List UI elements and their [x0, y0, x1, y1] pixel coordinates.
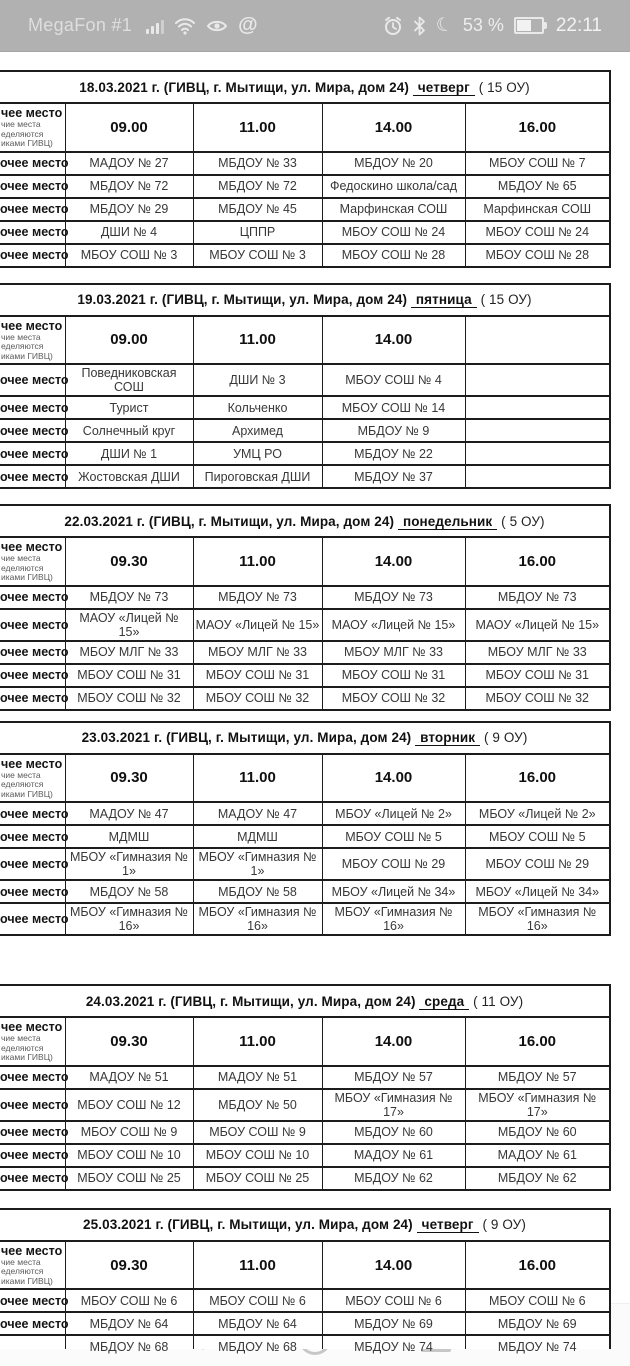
table-row — [0, 396, 610, 419]
row-label-cell: очее место — [0, 1144, 65, 1167]
school-cell-text: МБДОУ № 74 — [497, 1340, 577, 1355]
table-row — [0, 802, 610, 825]
school-cell: МБДОУ № 60 — [322, 1121, 465, 1144]
row-label-cell: очее место — [0, 198, 65, 221]
table-title — [0, 505, 610, 537]
school-cell — [193, 1335, 322, 1355]
school-cell: МБОУ СОШ № 28 — [322, 244, 465, 267]
school-cell: МАОУ «Лицей № 15» — [465, 609, 610, 641]
school-cell: МБДОУ № 69 — [465, 1312, 610, 1335]
time-header-cell: 14.00 — [322, 103, 465, 152]
time-header-cell: 16.00 — [465, 1241, 610, 1290]
title-place: (ГИВЦ, г. Мытищи, ул. Мира, дом 24) — [161, 292, 408, 308]
school-cell: МБОУ «Лицей № 2» — [322, 802, 465, 825]
corner-note-line: еделяются — [1, 562, 44, 573]
signal-strength-icon — [146, 18, 164, 34]
school-cell: МДМШ — [65, 825, 193, 848]
school-cell: МБДОУ № 64 — [193, 1312, 322, 1335]
school-cell: МБОУ СОШ № 25 — [65, 1167, 193, 1190]
time-header-cell: 11.00 — [193, 1241, 322, 1290]
row-label-cell: очее место — [0, 221, 65, 244]
school-cell: МБОУ «Гимназия № 16» — [193, 903, 322, 935]
corner-note-line: иками ГИВЦ) — [1, 350, 53, 361]
school-cell: МБДОУ № 58 — [193, 880, 322, 903]
school-cell: МБОУ СОШ № 9 — [193, 1121, 322, 1144]
school-cell: МБОУ СОШ № 31 — [322, 664, 465, 687]
row-label-cell: очее место — [0, 1167, 65, 1190]
school-cell: МБОУ «Гимназия № 17» — [322, 1089, 465, 1121]
table-row — [0, 687, 610, 710]
row-label-cell: очее место — [0, 664, 65, 687]
school-cell: МБОУ СОШ № 6 — [65, 1289, 193, 1312]
school-cell: МБДОУ № 73 — [465, 586, 610, 609]
school-cell — [465, 465, 610, 488]
row-label-cell: очее место — [0, 825, 65, 848]
row-label-cell: очее место — [0, 364, 65, 396]
school-cell: ДШИ № 3 — [193, 364, 322, 396]
title-place: (ГИВЦ, г. Мытищи, ул. Мира, дом 24) — [163, 79, 409, 95]
time-header-cell: 16.00 — [465, 1017, 610, 1066]
school-cell: МБДОУ № 57 — [322, 1066, 465, 1089]
school-cell: МАДОУ № 61 — [465, 1144, 610, 1167]
table-title — [0, 1209, 610, 1241]
table-row — [0, 903, 610, 935]
time-header-cell — [465, 316, 610, 365]
battery-percent-label: 53 % — [462, 15, 504, 35]
school-cell: МБДОУ № 50 — [193, 1089, 322, 1121]
time-header-cell: 11.00 — [193, 103, 322, 152]
schedule-table — [0, 1208, 611, 1355]
row-label-cell: очее место — [0, 1289, 65, 1312]
row-label-cell: очее место — [0, 848, 65, 880]
row-label-cell: очее место — [0, 465, 65, 488]
title-day: понедельник — [398, 514, 497, 530]
corner-note-line: еделяются — [1, 128, 44, 139]
school-cell: МБОУ «Гимназия № 16» — [322, 903, 465, 935]
title-day: вторник — [415, 730, 480, 746]
row-label-cell: очее место — [0, 152, 65, 175]
school-cell: МБДОУ № 73 — [65, 586, 193, 609]
school-cell-text: МБДОУ № 68 — [89, 1340, 169, 1355]
row-label-cell — [0, 1335, 65, 1349]
schedule-table — [0, 70, 611, 268]
corner-note-line: чие места — [1, 331, 41, 342]
corner-header-cell — [0, 316, 65, 365]
school-cell-text: МБДОУ № 74 — [354, 1340, 433, 1355]
time-header-cell: 11.00 — [193, 316, 322, 365]
table-row — [0, 586, 610, 609]
corner-note-line: иками ГИВЦ) — [1, 788, 53, 799]
title-day: четверг — [417, 1217, 479, 1233]
school-cell: МБОУ СОШ № 29 — [465, 848, 610, 880]
corner-note-line: чие места — [1, 553, 41, 564]
school-cell: МБДОУ № 22 — [322, 442, 465, 465]
row-label-cell: очее место — [0, 802, 65, 825]
time-header-cell: 09.00 — [65, 316, 193, 365]
corner-title-fragment: чее место — [1, 540, 63, 555]
school-cell: МБДОУ № 72 — [193, 175, 322, 198]
school-cell: МАОУ «Лицей № 15» — [65, 609, 193, 641]
row-label-cell: очее место — [0, 1089, 65, 1121]
time-header-cell: 09.00 — [65, 103, 193, 152]
school-cell: Марфинская СОШ — [465, 198, 610, 221]
school-cell: МБОУ «Лицей № 34» — [465, 880, 610, 903]
school-cell: МБДОУ № 69 — [322, 1312, 465, 1335]
school-cell: МБДОУ № 45 — [193, 198, 322, 221]
carrier-label: MegaFon #1 — [28, 15, 133, 35]
row-label-cell: очее место — [0, 586, 65, 609]
time-header-cell: 09.30 — [65, 1017, 193, 1066]
school-cell: МАОУ «Лицей № 15» — [193, 609, 322, 641]
title-date: 19.03.2021 г. — [77, 292, 158, 308]
school-cell — [465, 364, 610, 396]
school-cell: МБОУ «Гимназия № 1» — [65, 848, 193, 880]
table-row — [0, 1089, 610, 1121]
corner-header-cell — [0, 103, 65, 152]
row-label-cell: очее место — [0, 419, 65, 442]
school-cell: МБОУ МЛГ № 33 — [193, 641, 322, 664]
time-header-cell: 11.00 — [193, 537, 322, 586]
schedule-table — [0, 504, 611, 711]
school-cell: МБОУ СОШ № 32 — [465, 687, 610, 710]
title-day: четверг — [413, 80, 475, 96]
school-cell: Жостовская ДШИ — [65, 465, 193, 488]
wifi-icon — [174, 17, 196, 35]
corner-note-line: чие места — [1, 1033, 41, 1044]
school-cell: МБОУ СОШ № 10 — [193, 1144, 322, 1167]
school-cell: МБОУ СОШ № 24 — [322, 221, 465, 244]
title-date: 24.03.2021 г. — [85, 993, 167, 1009]
school-cell: Марфинская СОШ — [322, 198, 465, 221]
title-place: (ГИВЦ, г. Мытищи, ул. Мира, дом 24) — [148, 513, 395, 529]
school-cell: МБОУ СОШ № 7 — [465, 152, 610, 175]
data-saver-icon: @ — [238, 14, 258, 36]
corner-header-cell — [0, 1017, 65, 1066]
clock-label: 22:11 — [555, 14, 602, 36]
corner-title-fragment: чее место — [1, 1020, 63, 1035]
title-count: ( 9 ОУ) — [482, 1217, 526, 1233]
time-header-cell: 16.00 — [465, 754, 610, 803]
time-header-cell: 09.30 — [65, 754, 193, 803]
school-cell: МБДОУ № 58 — [65, 880, 193, 903]
school-cell: Поведниковская СОШ — [65, 364, 193, 396]
corner-note-line: иками ГИВЦ) — [1, 1275, 53, 1286]
school-cell: МБДОУ № 20 — [322, 152, 465, 175]
school-cell: МАДОУ № 51 — [193, 1066, 322, 1089]
school-cell: МБДОУ № 73 — [193, 586, 322, 609]
table-title — [0, 722, 610, 754]
alarm-icon — [383, 16, 403, 36]
table-row — [0, 1289, 610, 1312]
document-page[interactable] — [0, 52, 630, 1355]
table-row — [0, 609, 610, 641]
school-cell: МБОУ СОШ № 6 — [465, 1289, 610, 1312]
school-cell: МБОУ СОШ № 6 — [322, 1289, 465, 1312]
school-cell-text: МБДОУ № 68 — [218, 1340, 297, 1355]
time-header-cell: 09.30 — [65, 1241, 193, 1290]
battery-icon — [514, 17, 544, 34]
school-cell: МАДОУ № 47 — [193, 802, 322, 825]
corner-note-line: чие места — [1, 119, 41, 129]
school-cell: Архимед — [193, 419, 322, 442]
school-cell: МБДОУ № 72 — [65, 175, 193, 198]
school-cell: МБОУ «Гимназия № 16» — [465, 903, 610, 935]
school-cell: МБДОУ № 9 — [322, 419, 465, 442]
time-header-cell: 14.00 — [322, 1017, 465, 1066]
time-header-cell: 16.00 — [465, 103, 610, 152]
school-cell: МАДОУ № 61 — [322, 1144, 465, 1167]
table-row — [0, 1335, 610, 1349]
row-label-cell: очее место — [0, 175, 65, 198]
school-cell: МБОУ СОШ № 29 — [322, 848, 465, 880]
school-cell: МБДОУ № 29 — [65, 198, 193, 221]
school-cell: МБОУ СОШ № 32 — [65, 687, 193, 710]
table-row — [0, 364, 610, 396]
corner-note-line: иками ГИВЦ) — [1, 572, 53, 583]
school-cell: МБОУ СОШ № 4 — [322, 364, 465, 396]
school-cell: МБОУ СОШ № 3 — [65, 244, 193, 267]
time-header-cell: 14.00 — [322, 316, 465, 365]
school-cell: МБДОУ № 33 — [193, 152, 322, 175]
school-cell: МБОУ СОШ № 12 — [65, 1089, 193, 1121]
schedule-table — [0, 283, 611, 490]
time-header-cell: 11.00 — [193, 754, 322, 803]
row-label-cell: очее место — [0, 244, 65, 267]
school-cell: МБДОУ № 64 — [65, 1312, 193, 1335]
corner-note-line: еделяются — [1, 1042, 44, 1053]
table-row — [0, 641, 610, 664]
school-cell: МБДОУ № 65 — [465, 175, 610, 198]
time-header-cell: 16.00 — [465, 537, 610, 586]
time-header-cell: 14.00 — [322, 754, 465, 803]
school-cell: МБДОУ № 57 — [465, 1066, 610, 1089]
table-row — [0, 848, 610, 880]
time-header-cell: 09.30 — [65, 537, 193, 586]
schedule-table — [0, 984, 611, 1191]
row-label-cell: очее место — [0, 1312, 65, 1335]
title-count: ( 5 ОУ) — [501, 513, 545, 529]
school-cell: МБОУ «Гимназия № 1» — [193, 848, 322, 880]
school-cell: МБОУ СОШ № 28 — [465, 244, 610, 267]
row-label-cell: очее место — [0, 442, 65, 465]
school-cell: МБОУ МЛГ № 33 — [65, 641, 193, 664]
table-row — [0, 221, 610, 244]
table-title — [0, 985, 610, 1017]
schedule-table — [0, 721, 611, 937]
title-place: (ГИВЦ, г. Мытищи, ул. Мира, дом 24) — [167, 1217, 413, 1233]
school-cell — [65, 1335, 193, 1355]
school-cell: МБОУ СОШ № 24 — [465, 221, 610, 244]
corner-note-line: чие места — [1, 1256, 41, 1267]
school-cell: Кольченко — [193, 396, 322, 419]
school-cell: МБОУ «Лицей № 34» — [322, 880, 465, 903]
school-cell: МБДОУ № 37 — [322, 465, 465, 488]
table-row — [0, 1121, 610, 1144]
row-label-cell: очее место — [0, 903, 65, 935]
corner-header-cell — [0, 754, 65, 803]
school-cell: МБОУ «Гимназия № 17» — [465, 1089, 610, 1121]
title-count: ( 15 ОУ) — [478, 79, 530, 95]
school-cell: ДШИ № 4 — [65, 221, 193, 244]
title-place: (ГИВЦ, г. Мытищи, ул. Мира, дом 24) — [166, 730, 412, 746]
night-mode-icon: ☾ — [433, 13, 456, 38]
school-cell: МАОУ «Лицей № 15» — [322, 609, 465, 641]
title-count: ( 9 ОУ) — [483, 730, 528, 746]
corner-title-fragment: чее место — [1, 1243, 63, 1258]
status-bar — [0, 0, 630, 52]
school-cell: МБДОУ № 73 — [322, 586, 465, 609]
corner-note-line: иками ГИВЦ) — [1, 138, 53, 149]
school-cell: МБОУ МЛГ № 33 — [465, 641, 610, 664]
corner-title-fragment: чее место — [1, 318, 63, 333]
school-cell: Солнечный круг — [65, 419, 193, 442]
table-title — [0, 284, 610, 316]
school-cell: Пироговская ДШИ — [193, 465, 322, 488]
school-cell: МБОУ СОШ № 32 — [322, 687, 465, 710]
time-header-cell: 11.00 — [193, 1017, 322, 1066]
school-cell: МАДОУ № 27 — [65, 152, 193, 175]
corner-note-line: чие места — [1, 769, 41, 780]
table-row — [0, 664, 610, 687]
row-label-cell: очее место — [0, 687, 65, 710]
school-cell: МБОУ СОШ № 3 — [193, 244, 322, 267]
corner-title-fragment: чее место — [1, 106, 63, 120]
row-label-cell: очее место — [0, 1121, 65, 1144]
title-day: среда — [419, 994, 469, 1010]
eye-comfort-icon — [206, 17, 228, 35]
school-cell — [322, 1335, 465, 1355]
corner-note-line: иками ГИВЦ) — [1, 1052, 53, 1063]
table-row — [0, 198, 610, 221]
title-day: пятница — [411, 292, 477, 308]
table-row — [0, 1066, 610, 1089]
school-cell: МБДОУ № 62 — [465, 1167, 610, 1190]
school-cell: МБОУ СОШ № 31 — [65, 664, 193, 687]
school-cell: МБОУ «Гимназия № 16» — [65, 903, 193, 935]
table-title — [0, 71, 610, 103]
school-cell: ЦППР — [193, 221, 322, 244]
school-cell: МБОУ СОШ № 6 — [193, 1289, 322, 1312]
corner-note-line: еделяются — [1, 341, 44, 352]
row-label-cell: очее место — [0, 1066, 65, 1089]
table-row — [0, 244, 610, 267]
school-cell: МБОУ СОШ № 10 — [65, 1144, 193, 1167]
school-cell: МБОУ «Лицей № 2» — [465, 802, 610, 825]
school-cell — [465, 442, 610, 465]
school-cell: МБОУ СОШ № 31 — [465, 664, 610, 687]
title-place: (ГИВЦ, г. Мытищи, ул. Мира, дом 24) — [170, 993, 416, 1009]
corner-title-fragment: чее место — [1, 756, 63, 771]
school-cell — [465, 396, 610, 419]
school-cell: МБОУ МЛГ № 33 — [322, 641, 465, 664]
school-cell: МБОУ СОШ № 5 — [322, 825, 465, 848]
corner-header-cell — [0, 1241, 65, 1290]
row-label-cell: очее место — [0, 880, 65, 903]
corner-header-cell — [0, 537, 65, 586]
school-cell: МАДОУ № 51 — [65, 1066, 193, 1089]
school-cell: Турист — [65, 396, 193, 419]
table-row — [0, 825, 610, 848]
bluetooth-icon — [413, 16, 426, 36]
school-cell: УМЦ РО — [193, 442, 322, 465]
table-row — [0, 442, 610, 465]
table-row — [0, 175, 610, 198]
table-row — [0, 419, 610, 442]
school-cell: МБОУ СОШ № 9 — [65, 1121, 193, 1144]
title-date: 25.03.2021 г. — [83, 1217, 164, 1233]
school-cell: МБОУ СОШ № 25 — [193, 1167, 322, 1190]
school-cell: МБОУ СОШ № 32 — [193, 687, 322, 710]
title-date: 22.03.2021 г. — [64, 513, 146, 529]
school-cell — [465, 1335, 610, 1355]
row-label-cell: очее место — [0, 609, 65, 641]
school-cell: МБДОУ № 62 — [322, 1167, 465, 1190]
school-cell: Федоскино школа/сад — [322, 175, 465, 198]
title-date: 18.03.2021 г. — [79, 79, 160, 95]
table-row — [0, 152, 610, 175]
title-date: 23.03.2021 г. — [81, 730, 163, 746]
row-label-cell: очее место — [0, 641, 65, 664]
school-cell: МАДОУ № 47 — [65, 802, 193, 825]
school-cell: МБДОУ № 60 — [465, 1121, 610, 1144]
time-header-cell: 14.00 — [322, 537, 465, 586]
school-cell: МБОУ СОШ № 31 — [193, 664, 322, 687]
corner-note-line: еделяются — [1, 779, 44, 790]
table-row — [0, 1312, 610, 1335]
table-row — [0, 1144, 610, 1167]
time-header-cell: 14.00 — [322, 1241, 465, 1290]
title-count: ( 11 ОУ) — [473, 993, 524, 1009]
table-row — [0, 1167, 610, 1190]
school-cell: МДМШ — [193, 825, 322, 848]
table-row — [0, 880, 610, 903]
corner-note-line: еделяются — [1, 1266, 44, 1277]
table-row — [0, 465, 610, 488]
school-cell: МБОУ СОШ № 14 — [322, 396, 465, 419]
row-label-cell: очее место — [0, 396, 65, 419]
title-count: ( 15 ОУ) — [480, 292, 532, 308]
school-cell — [465, 419, 610, 442]
school-cell: МБОУ СОШ № 5 — [465, 825, 610, 848]
school-cell: ДШИ № 1 — [65, 442, 193, 465]
